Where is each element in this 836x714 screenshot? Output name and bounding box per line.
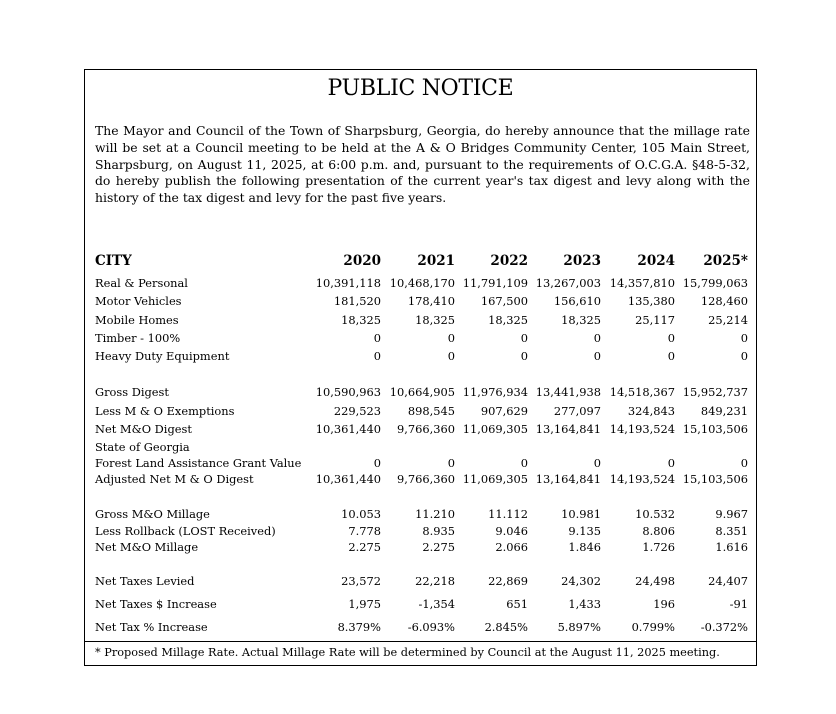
table-cell: 22,869 xyxy=(488,574,528,588)
table-cell: 128,460 xyxy=(700,294,748,308)
table-cell: 0 xyxy=(447,331,455,345)
table-cell: 0 xyxy=(447,349,455,363)
table-cell: 10,361,440 xyxy=(315,472,381,486)
table-cell: 18,325 xyxy=(341,313,381,327)
table-row xyxy=(95,275,750,291)
table-cell: 18,325 xyxy=(415,313,455,327)
table-row xyxy=(95,421,750,437)
table-cell: 10,590,963 xyxy=(315,385,381,399)
row-label: Less M & O Exemptions xyxy=(95,404,235,418)
table-cell: 0 xyxy=(593,349,601,363)
table-row xyxy=(95,293,750,309)
table-cell: 9,766,360 xyxy=(397,472,455,486)
table-cell: 11.112 xyxy=(488,507,528,521)
table-cell: 13,267,003 xyxy=(535,276,601,290)
table-cell: 1.846 xyxy=(568,540,601,554)
row-label: Gross M&O Millage xyxy=(95,507,210,521)
table-cell: 25,117 xyxy=(635,313,675,327)
table-row xyxy=(95,384,750,400)
table-cell: 10,468,170 xyxy=(389,276,455,290)
table-cell: 2.845% xyxy=(484,620,528,634)
table-cell: 0 xyxy=(667,456,675,470)
table-cell: 0 xyxy=(593,456,601,470)
table-cell: 11,791,109 xyxy=(462,276,528,290)
table-row xyxy=(95,312,750,328)
row-label: Net Taxes $ Increase xyxy=(95,597,217,611)
table-cell: 25,214 xyxy=(708,313,748,327)
table-cell: 11,069,305 xyxy=(462,422,528,436)
row-label: Mobile Homes xyxy=(95,313,179,327)
table-cell: 11,069,305 xyxy=(462,472,528,486)
row-label: Less Rollback (LOST Received) xyxy=(95,524,276,538)
intro-paragraph: The Mayor and Council of the Town of Sharpsburg, Georgia, do hereby announce that the millage rate will be set at a Council meeting to be held at the A & O Bridges Community Center, 105 Main Street, Sharpsburg, on August 11, 2025, at 6:00 p.m. and, pursuant to the requirements of O.C.G.A. §48-5-32, do hereby publish the following presentation of the current year's tax digest and levy along with the history of the tax digest and levy for the past five years. xyxy=(95,123,750,206)
table-row xyxy=(95,573,750,589)
table-cell: -0.372% xyxy=(700,620,748,634)
row-label: Net Tax % Increase xyxy=(95,620,208,634)
table-cell: 0 xyxy=(520,349,528,363)
table-row xyxy=(95,523,750,539)
table-cell: 15,103,506 xyxy=(682,472,748,486)
table-cell: 8.379% xyxy=(337,620,381,634)
table-cell: 24,498 xyxy=(635,574,675,588)
row-label: Net M&O Millage xyxy=(95,540,199,554)
table-cell: 9,766,360 xyxy=(397,422,455,436)
table-cell: 0 xyxy=(667,349,675,363)
table-cell: 23,572 xyxy=(341,574,381,588)
table-row xyxy=(95,596,750,612)
row-label: Gross Digest xyxy=(95,385,169,399)
table-cell: 15,952,737 xyxy=(682,385,748,399)
row-label: Motor Vehicles xyxy=(95,294,182,308)
table-cell: 1.726 xyxy=(642,540,675,554)
table-cell: 0 xyxy=(447,456,455,470)
table-cell: 22,218 xyxy=(415,574,455,588)
table-cell: 9.135 xyxy=(568,524,601,538)
table-cell: 10.532 xyxy=(635,507,675,521)
table-cell: 9.967 xyxy=(715,507,748,521)
table-cell: 10.053 xyxy=(341,507,381,521)
table-row xyxy=(95,506,750,522)
table-cell: 0 xyxy=(373,331,381,345)
table-row xyxy=(95,539,750,555)
table-cell: 10,664,905 xyxy=(389,385,455,399)
table-cell: -91 xyxy=(729,597,748,611)
table-cell: 1,975 xyxy=(348,597,381,611)
table-cell: 11,976,934 xyxy=(462,385,528,399)
table-cell: 196 xyxy=(653,597,675,611)
table-header xyxy=(95,253,750,269)
table-cell: 2.275 xyxy=(422,540,455,554)
table-cell: 18,325 xyxy=(488,313,528,327)
table-cell: 651 xyxy=(506,597,528,611)
table-cell: 10.981 xyxy=(561,507,601,521)
table-cell: 15,103,506 xyxy=(682,422,748,436)
table-cell: 8.351 xyxy=(715,524,748,538)
table-cell: 11.210 xyxy=(415,507,455,521)
table-row xyxy=(95,619,750,635)
row-label: Net M&O Digest xyxy=(95,422,192,436)
table-cell: 14,518,367 xyxy=(609,385,675,399)
table-cell: 849,231 xyxy=(700,404,748,418)
table-cell: 0.799% xyxy=(631,620,675,634)
table-cell: -1,354 xyxy=(418,597,455,611)
table-cell: 277,097 xyxy=(553,404,601,418)
row-label: Real & Personal xyxy=(95,276,188,290)
header-city: CITY xyxy=(95,253,132,269)
table-cell: 0 xyxy=(740,331,748,345)
table-cell: 2.066 xyxy=(495,540,528,554)
table-cell: 135,380 xyxy=(627,294,675,308)
table-cell: 0 xyxy=(373,349,381,363)
table-cell: 0 xyxy=(740,349,748,363)
table-cell: 907,629 xyxy=(480,404,528,418)
table-cell: 0 xyxy=(740,456,748,470)
table-cell: 18,325 xyxy=(561,313,601,327)
table-cell: 898,545 xyxy=(407,404,455,418)
table-cell: 229,523 xyxy=(333,404,381,418)
table-cell: 0 xyxy=(593,331,601,345)
table-cell: 9.046 xyxy=(495,524,528,538)
table-cell: 14,193,524 xyxy=(609,422,675,436)
table-row xyxy=(95,403,750,419)
table-cell: 324,843 xyxy=(627,404,675,418)
table-row xyxy=(95,330,750,346)
table-cell: 24,407 xyxy=(708,574,748,588)
table-row xyxy=(95,471,750,487)
table-cell: 10,391,118 xyxy=(315,276,381,290)
table-cell: 1,433 xyxy=(568,597,601,611)
row-label: State of Georgia xyxy=(95,440,190,454)
table-cell: 8.935 xyxy=(422,524,455,538)
row-label: Timber - 100% xyxy=(95,331,181,345)
table-cell: 0 xyxy=(520,331,528,345)
table-row xyxy=(95,439,750,455)
footnote: * Proposed Millage Rate. Actual Millage Rate will be determined by Council at the August 11, 2025 meeting. xyxy=(85,641,756,665)
table-cell: 0 xyxy=(373,456,381,470)
header-year: 2025* xyxy=(703,253,748,269)
row-label: Adjusted Net M & O Digest xyxy=(95,472,254,486)
header-year: 2023 xyxy=(563,253,601,269)
table-cell: 2.275 xyxy=(348,540,381,554)
table-cell: 0 xyxy=(520,456,528,470)
table-cell: 14,193,524 xyxy=(609,472,675,486)
table-cell: 7.778 xyxy=(348,524,381,538)
table-cell: 13,164,841 xyxy=(535,422,601,436)
header-year: 2020 xyxy=(343,253,381,269)
row-label: Net Taxes Levied xyxy=(95,574,195,588)
table-cell: 178,410 xyxy=(407,294,455,308)
table-cell: 1.616 xyxy=(715,540,748,554)
row-label: Forest Land Assistance Grant Value xyxy=(95,456,302,470)
table-cell: 181,520 xyxy=(333,294,381,308)
table-row xyxy=(95,455,750,471)
table-cell: 8.806 xyxy=(642,524,675,538)
table-row xyxy=(95,348,750,364)
table-cell: 13,441,938 xyxy=(535,385,601,399)
table-cell: 0 xyxy=(667,331,675,345)
table-cell: 15,799,063 xyxy=(682,276,748,290)
public-notice xyxy=(84,69,757,666)
header-year: 2024 xyxy=(637,253,675,269)
table-cell: -6.093% xyxy=(407,620,455,634)
table-cell: 167,500 xyxy=(480,294,528,308)
table-cell: 14,357,810 xyxy=(609,276,675,290)
table-cell: 10,361,440 xyxy=(315,422,381,436)
table-cell: 5.897% xyxy=(557,620,601,634)
table-cell: 24,302 xyxy=(561,574,601,588)
table-cell: 13,164,841 xyxy=(535,472,601,486)
header-year: 2022 xyxy=(490,253,528,269)
header-year: 2021 xyxy=(417,253,455,269)
page-title: PUBLIC NOTICE xyxy=(327,76,514,101)
row-label: Heavy Duty Equipment xyxy=(95,349,230,363)
table-cell: 156,610 xyxy=(553,294,601,308)
